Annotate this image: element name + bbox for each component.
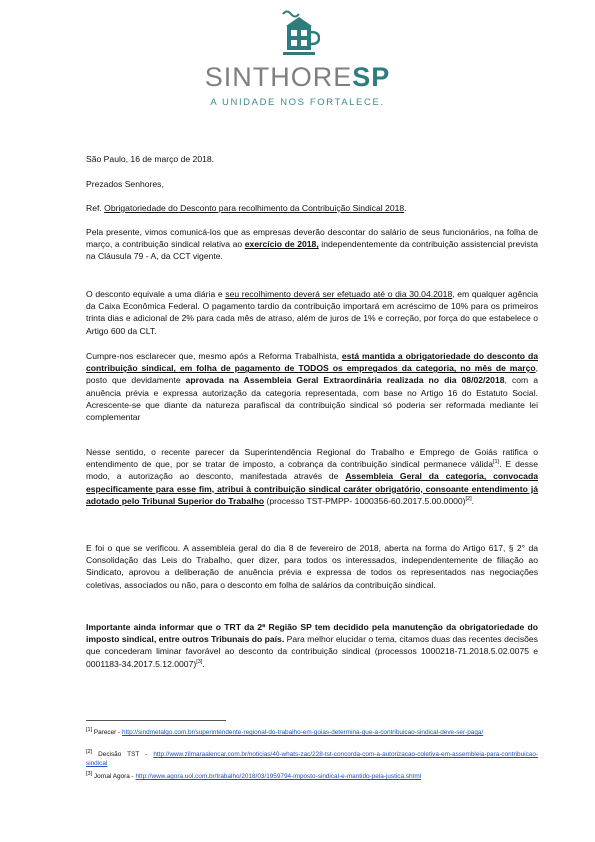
- highlight-exercicio: exercício de 2018,: [244, 239, 319, 250]
- footnote-ref-1[interactable]: [1]: [492, 459, 500, 466]
- letter-date: São Paulo, 16 de março de 2018.: [86, 154, 215, 164]
- footnote-ref-3[interactable]: [3]: [196, 658, 203, 665]
- paragraph-1: Pela presente, vimos comunicá-los que as empresas deverão descontar do salário de seus funcionários, na folha de março, a contribuição sindical relativa ao exercício de 2018, independentemente da contribuição assistencial prevista na Cláusula 79 - A, da CCT vigente.: [86, 227, 538, 262]
- paragraph-5: E foi o que se verificou. A assembleia geral do dia 8 de fevereiro de 2018, aberta na forma do Artigo 617, § 2° da Consolidação das Leis do Trabalho, quer dizer, para todos os interessados, independentemente de filiação ao Sindicato, aprovou a deliberação de anuência prévia e expressa de todos os representados nas negociações coletivas, associados ou não, para o desconto em folha de salários da contribuição sindical.: [86, 543, 538, 590]
- footnote-3: [3] Jornal Agora - http://www.agora.uol.com.br/trabalho/2018/03/1959794-imposto-sindical-e-mantido-pela-justica.shtml: [86, 770, 422, 780]
- footnote-ref-2[interactable]: [2]: [465, 495, 472, 502]
- footnote-3-link[interactable]: http://www.agora.uol.com.br/trabalho/2018/03/1959794-imposto-sindical-e-mantido-pela-justica.shtml: [135, 773, 422, 780]
- house-cup-icon: [278, 10, 320, 62]
- ref-subject: Obrigatoriedade do Desconto para recolhimento da Contribuição Sindical 2018: [104, 203, 405, 213]
- highlight-tst: Assembleia Geral da categoria, convocada especificamente para esse fim, atribui à contribuição sindical caráter obrigatório, consoante entendimento já adotado pelo Tribunal Superior do Trabalho: [86, 471, 538, 506]
- footnote-1-link[interactable]: http://sindmetalgo.com.br/superintendente-regional-do-trabalho-em-goias-determina-que-a-contribuicao-sindical-deve-ser-paga/: [121, 729, 484, 736]
- footnote-2-link[interactable]: http://www.zilmaraalencar.com.br/noticias/40-whats-zac/228-tst-concorda-com-a-autorizacao-coletiva-em-assembleia-para-contribuicao-sindical: [86, 751, 538, 767]
- letterhead: [0, 0, 595, 115]
- paragraph-3: Cumpre-nos esclarecer que, mesmo após a Reforma Trabalhista, está mantida a obrigatoriedade do desconto da contribuição sindical, em folha de pagamento de TODOS os empregados da categoria, no mês de março, posto que devidamente aprovada na Assembleia Geral Extraordinária realizada no dia 08/02/2018, com a anuência prévia e expressa autorização da categoria representada, com base no Artigo 16 do Estatuto Social. Acrescente-se que diante da natureza parafiscal da contribuição sindical só poderia ser reformada mediante lei complementar: [86, 351, 538, 423]
- footnote-2: [2] Decisão TST - http://www.zilmaraalencar.com.br/noticias/40-whats-zac/228-tst-concorda-com-a-autorizacao-coletiva-em-assembleia-para-contribuicao-sindical: [86, 748, 538, 767]
- letter-greeting: Prezados Senhores,: [86, 179, 164, 189]
- brand-slogan: A UNIDADE NOS FORTALECE.: [210, 97, 385, 108]
- letter-reference: [86, 202, 538, 214]
- brand-name: [0, 62, 595, 92]
- brand-name-part1: SINTHORE: [204, 62, 353, 92]
- highlight-deadline: seu recolhimento deverá ser efetuado até o dia 30.04.2018: [225, 289, 453, 299]
- paragraph-2: O desconto equivale a uma diária e seu recolhimento deverá ser efetuado até o dia 30.04.2018, em qualquer agência da Caixa Econômica Federal. O pagamento tardio da contribuição importará em acréscimo de 10% para os primeiros trinta dias e adicional de 2% para cada mês de atraso, além de juros de 1% e correção, por força do que estabelece o Artigo 600 da CLT.: [86, 289, 538, 336]
- highlight-trt: Importante ainda informar que o TRT da 2ª Região SP tem decidido pela manutenção da obrigatoriedade do imposto sindical, entre outros Tribunais do país.: [86, 622, 538, 645]
- paragraph-4: Nesse sentido, o recente parecer da Superintendência Regional do Trabalho e Emprego de Goiás ratifica o entendimento de que, por se tratar de imposto, a cobrança da contribuição sindical permanece válida[1]. E desse modo, a autorização ao desconto, manifestada através de Assembleia Geral da categoria, convocada especificamente para esse fim, atribui à contribuição sindical caráter obrigatório, consoante entendimento já adotado pelo Tribunal Superior do Trabalho (processo TST-PMPP- 1000356-60.2017.5.00.0000)[2].: [86, 447, 539, 506]
- ref-suffix: .: [404, 203, 407, 213]
- footnote-divider: [86, 720, 226, 721]
- brand-name-part2: SP: [352, 62, 391, 92]
- highlight-obrigatoriedade: está mantida a obrigatoriedade do desconto da contribuição sindical, em folha de pagamento de TODOS os empregados da categoria, no mês de março: [86, 351, 538, 374]
- highlight-assembleia: aprovada na Assembleia Geral Extraordinária realizada no dia 08/02/2018: [185, 375, 505, 386]
- paragraph-6: Importante ainda informar que o TRT da 2ª Região SP tem decidido pela manutenção da obrigatoriedade do imposto sindical, entre outros Tribunais do país. Para melhor elucidar o tema, citamos duas das recentes decisões que concederam liminar favorável ao desconto da contribuição sindical (processos 1000218-71.2018.5.02.0075 e 0001183-34.2017.5.12.0007)[3].: [86, 622, 538, 669]
- ref-prefix: Ref.: [86, 203, 105, 213]
- footnote-1: [1] Parecer - http://sindmetalgo.com.br/superintendente-regional-do-trabalho-em-goias-determina-que-a-contribuicao-sindical-deve-ser-paga/: [86, 726, 484, 736]
